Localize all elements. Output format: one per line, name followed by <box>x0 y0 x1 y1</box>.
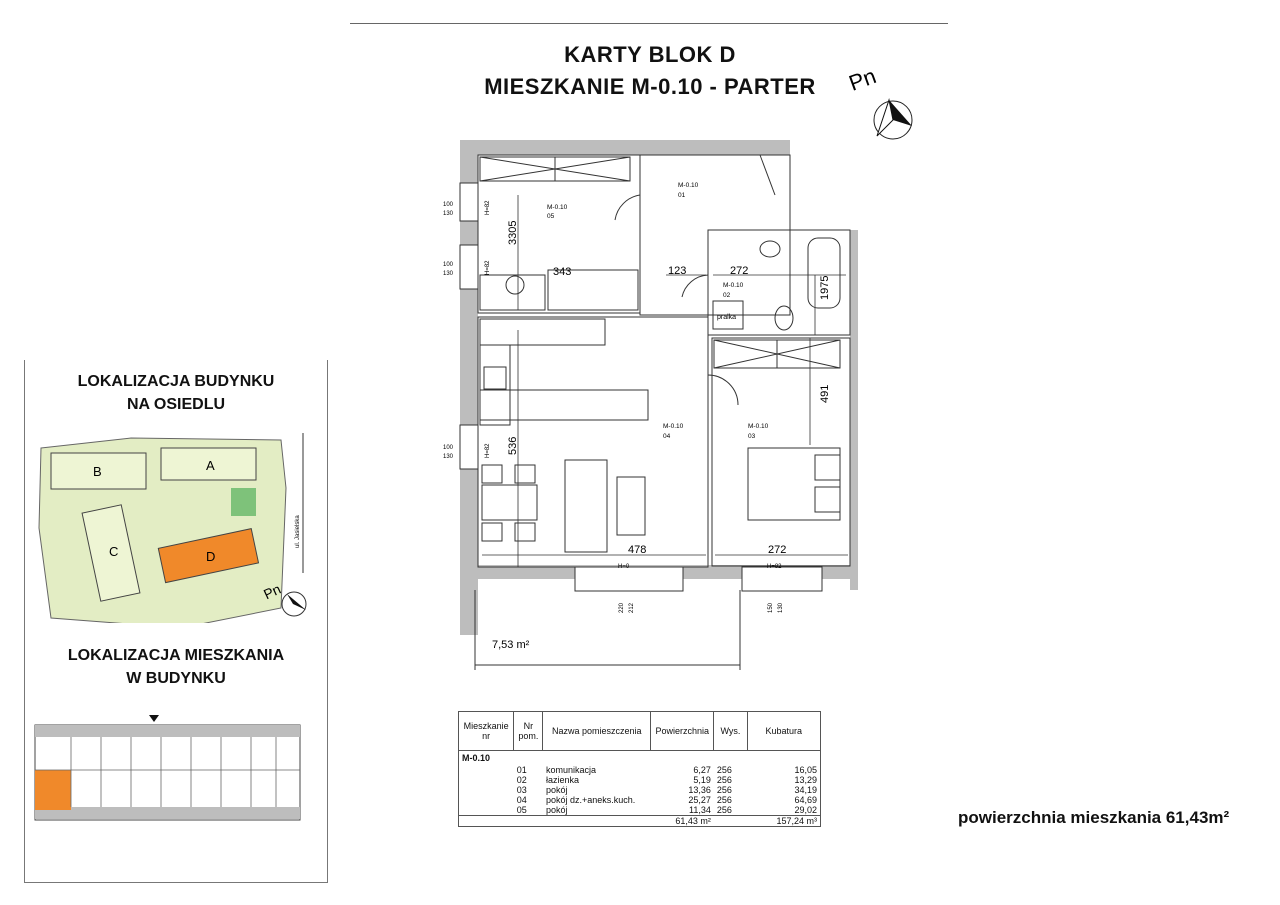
compass-label: Pn <box>845 63 880 96</box>
kitchen-island <box>480 390 648 420</box>
room-tag-04-no: 04 <box>663 433 671 440</box>
dim-330: 3305 <box>507 220 519 245</box>
dim-343: 343 <box>553 266 572 278</box>
w3-top: 100 <box>443 445 454 451</box>
room-tag-02-code: M-0.10 <box>723 282 744 289</box>
table-row <box>459 775 821 785</box>
terrace-area: 7,53 m² <box>492 639 530 651</box>
cell-volume: 34,19 <box>794 785 817 795</box>
door-05 <box>615 195 640 220</box>
cell-name: komunikacja <box>545 765 596 775</box>
w5-b: 130 <box>778 602 784 613</box>
table-row <box>459 765 821 775</box>
room-tag-05-code: M-0.10 <box>547 204 568 211</box>
cell-name: pokój <box>545 805 568 815</box>
door-02 <box>682 275 708 297</box>
cell-height: 256 <box>716 795 732 805</box>
entrance-arrow-icon <box>149 715 159 722</box>
label-c: C <box>109 544 119 559</box>
site-map <box>31 428 321 623</box>
th-name: Nazwa pomieszczenia <box>543 712 651 751</box>
th-height: Wys. <box>714 712 747 751</box>
room-03 <box>712 338 850 566</box>
cell-no: 05 <box>516 805 527 815</box>
room-tag-01-no: 01 <box>678 192 686 199</box>
room-tag-01-code: M-0.10 <box>678 182 699 189</box>
sink-icon <box>760 241 780 257</box>
cell-area: 5,19 <box>693 775 711 785</box>
bed <box>748 448 840 520</box>
cell-volume: 13,29 <box>794 775 817 785</box>
cell-no: 03 <box>516 785 527 795</box>
w4-h: H=0 <box>618 564 630 570</box>
apartment-highlight <box>35 770 71 810</box>
table-row <box>459 795 821 805</box>
dim-491: 491 <box>819 384 831 403</box>
w3-h: H=82 <box>485 443 491 458</box>
w1-top: 100 <box>443 202 454 208</box>
w2-top: 100 <box>443 262 454 268</box>
w1-h: H=82 <box>485 200 491 215</box>
rooms-table <box>458 711 821 827</box>
cell-area: 6,27 <box>693 765 711 775</box>
terrace-outline <box>475 590 740 670</box>
w4-a: 220 <box>619 602 625 613</box>
floor-plan <box>430 135 870 675</box>
w3-bot: 130 <box>443 454 454 460</box>
cell-name: pokój <box>545 785 568 795</box>
dim-1975: 1975 <box>819 275 831 300</box>
table-apartment-id: M-0.10 <box>459 751 821 766</box>
w2-bot: 130 <box>443 271 454 277</box>
th-number: Nr pom. <box>514 712 543 751</box>
table-total-row <box>459 816 821 827</box>
room-tag-03-no: 03 <box>748 433 756 440</box>
total-volume: 157,24 m³ <box>747 816 820 827</box>
playground <box>231 488 256 516</box>
th-area: Powierzchnia <box>651 712 714 751</box>
building-plan-thumbnail <box>31 715 321 830</box>
dim-123: 123 <box>668 265 687 277</box>
cell-volume: 29,02 <box>794 805 817 815</box>
room-tag-02-no: 02 <box>723 292 731 299</box>
cell-area: 13,36 <box>688 785 711 795</box>
dim-272-bottom: 272 <box>768 544 787 556</box>
cell-area: 25,27 <box>688 795 711 805</box>
th-apartment: Mieszkanie nr <box>459 712 514 751</box>
label-d: D <box>206 549 216 564</box>
table-row <box>459 785 821 795</box>
apartment-location-title-1: LOKALIZACJA MIESZKANIA <box>67 647 285 664</box>
toilet-icon <box>775 306 793 330</box>
building-location-title-2: NA OSIEDLU <box>126 396 226 413</box>
cell-height: 256 <box>716 775 732 785</box>
laundry-label: pralka <box>717 314 737 321</box>
location-panel <box>24 360 328 883</box>
coffee-table <box>617 477 645 535</box>
cell-volume: 16,05 <box>794 765 817 775</box>
cell-height: 256 <box>716 805 732 815</box>
dim-536: 536 <box>507 436 519 455</box>
room-tag-04-code: M-0.10 <box>663 423 684 430</box>
building-location-title-1: LOKALIZACJA BUDYNKU <box>77 373 275 390</box>
table-row <box>459 805 821 816</box>
dining-table <box>482 485 537 520</box>
room-01 <box>640 155 790 315</box>
dim-272-top: 272 <box>730 265 749 277</box>
stove-icon <box>484 367 506 389</box>
page-title-line1: KARTY BLOK D <box>564 42 736 67</box>
label-a: A <box>206 458 215 473</box>
cell-no: 04 <box>516 795 527 805</box>
w5-a: 150 <box>768 602 774 613</box>
header-rule <box>350 23 948 24</box>
page-title-line2: MIESZKANIE M-0.10 - PARTER <box>484 74 816 99</box>
chair-05-icon <box>506 276 524 294</box>
w1-bot: 130 <box>443 211 454 217</box>
dim-478: 478 <box>628 544 647 556</box>
wall-right <box>850 230 858 590</box>
cell-name: łazienka <box>545 775 579 785</box>
compass-arrow-icon <box>889 100 912 126</box>
apartment-area-summary: powierzchnia mieszkania 61,43m² <box>958 808 1230 827</box>
sofa <box>565 460 607 552</box>
w5-h: H=82 <box>767 564 782 570</box>
cell-height: 256 <box>716 785 732 795</box>
site-compass-label: Pn <box>260 580 284 603</box>
th-volume: Kubatura <box>747 712 820 751</box>
total-area: 61,43 m² <box>651 816 714 827</box>
cell-volume: 64,69 <box>794 795 817 805</box>
cell-name: pokój dz.+aneks.kuch. <box>545 795 636 805</box>
label-b: B <box>93 464 102 479</box>
w4-b: 212 <box>629 602 635 613</box>
wall-top <box>460 140 790 155</box>
apartment-location-title-2: W BUDYNKU <box>126 670 226 687</box>
desk-05 <box>480 275 545 310</box>
kitchen-counter-top <box>480 319 605 345</box>
street-label: ul. Jasielska <box>295 515 301 548</box>
room-tag-05-no: 05 <box>547 213 555 220</box>
cell-area: 11,34 <box>689 805 711 815</box>
cell-height: 256 <box>716 765 732 775</box>
cell-no: 01 <box>516 765 527 775</box>
w2-h: H=82 <box>485 260 491 275</box>
cell-no: 02 <box>516 775 527 785</box>
room-tag-03-code: M-0.10 <box>748 423 769 430</box>
